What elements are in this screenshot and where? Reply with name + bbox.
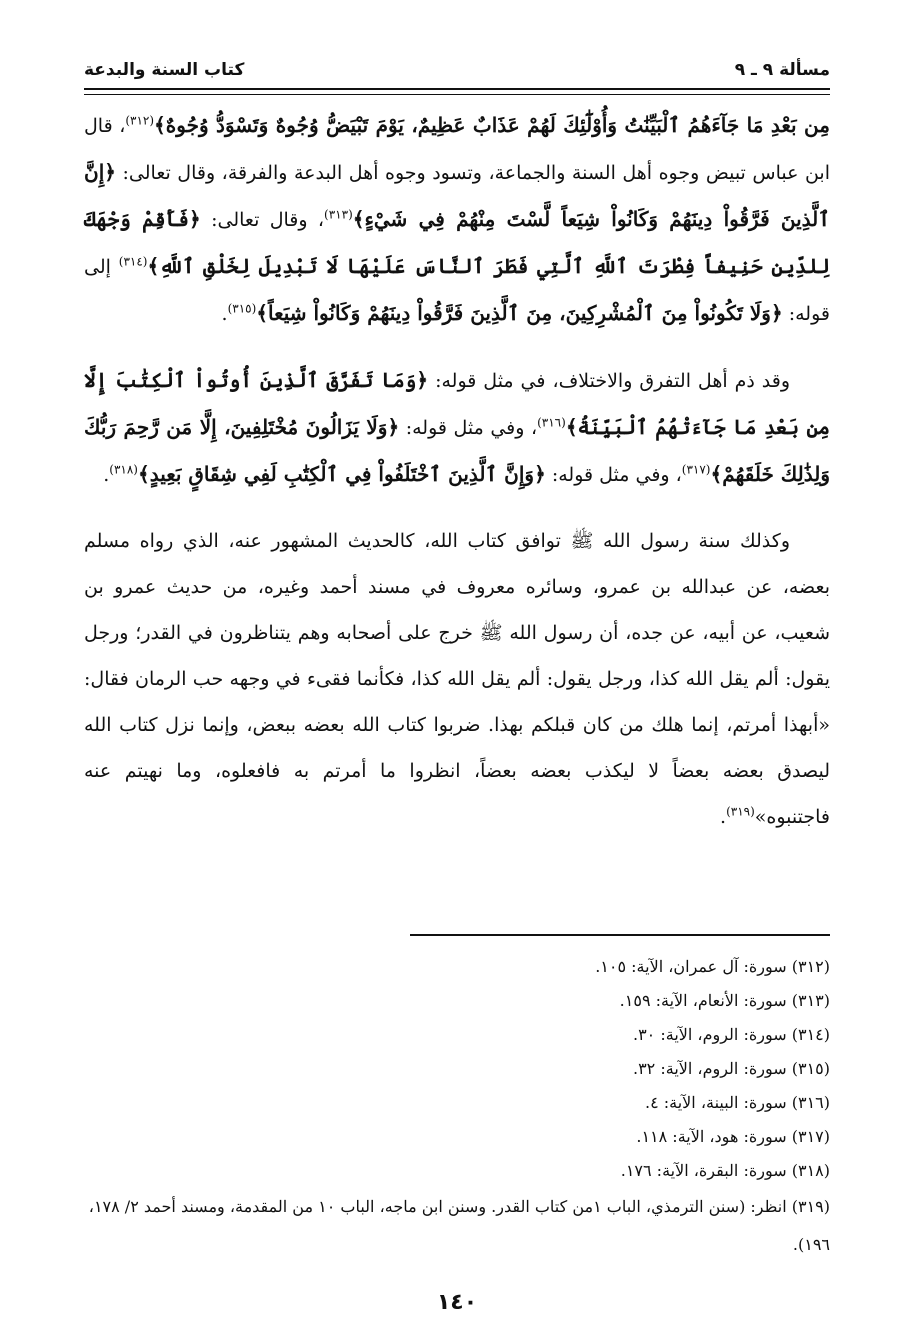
- main-text: [84, 102, 830, 840]
- text-run: .: [221, 303, 228, 325]
- footnote-ref: (٣١٣): [324, 207, 353, 222]
- quran-verse: ﴿وَمَا تَفَرَّقَ ٱلَّذِينَ أُوتُواْ ٱلْكِتَٰبَ إِلَّا مِن بَعْدِ مَا جَآءَتْهُمُ ٱلْبَيِّنَةُ﴾: [84, 368, 830, 439]
- running-header: [84, 60, 830, 90]
- footnote: (٣١٣) سورة: الأنعام، الآية: ١٥٩.: [619, 991, 830, 1010]
- text-run: .: [720, 806, 727, 828]
- footnote-separator: [410, 934, 830, 936]
- section-number: مسألة ٩ ـ ٩: [734, 60, 830, 80]
- quran-verse: ﴿وَإِنَّ ٱلَّذِينَ ٱخْتَلَفُواْ فِي ٱلْكِتَٰبِ لَفِي شِقَاقٍ بَعِيدٍ﴾: [137, 462, 546, 486]
- footnote: (٣١٤) سورة: الروم، الآية: ٣٠.: [632, 1025, 830, 1044]
- text-run: .: [103, 464, 110, 486]
- text-run: ، وقال تعالى:: [200, 209, 325, 231]
- footnote-ref: (٣١٩): [726, 804, 755, 819]
- footnote-ref: (٣١٧): [681, 462, 711, 477]
- text-run: وقد ذم أهل التفرق والاختلاف، في مثل قوله:: [428, 370, 790, 392]
- footnotes: [84, 950, 830, 1264]
- text-run: وكذلك سنة رسول الله ﷺ توافق كتاب الله، كالحديث المشهور عنه، الذي رواه مسلم بعضه، عن عبدالله بن عمرو، وسائره معروف في مسند أحمد وغيره، من حديث عمرو بن شعيب، عن أبيه، عن جده، أن رسول الله ﷺ خرج على أصحابه وهم يتناظرون في القدر؛ ورجل يقول: ألم يقل الله كذا، ورجل يقول: ألم يقل الله كذا، فكأنما فقىء في وجهه حب الرمان فقال: «أبهذا أمرتم، إنما هلك من كان قبلكم بهذا. ضربوا كتاب الله بعضه ببعض، وإنما نزل كتاب الله ليصدق بعضه بعضاً لا ليكذب بعضه بعضاً، انظروا ما أمرتم به فافعلوه، وما نهيتم عنه فاجتنبوه»: [84, 530, 830, 828]
- footnote: (٣١٦) سورة: البينة، الآية: ٤.: [644, 1093, 830, 1112]
- quran-verse: ﴿وَلَا يَزَالُونَ مُخْتَلِفِينَ، إِلَّا مَن رَّحِمَ رَبُّكَ وَلِذَٰلِكَ خَلَقَهُمْ﴾: [84, 415, 830, 486]
- footnote-ref: (٣١٥): [227, 301, 257, 316]
- quran-verse: ﴿وَلَا تَكُونُواْ مِنَ ٱلْمُشْرِكِينَ، مِنَ ٱلَّذِينَ فَرَّقُواْ دِينَهُمْ وَكَانُواْ شِيَعاً﴾: [256, 301, 783, 325]
- text-run: ، قال ابن عباس تبيض وجوه أهل السنة والجماعة، وتسود وجوه أهل البدعة والفرقة، وقال تعالى:: [84, 115, 830, 184]
- quran-verse: ﴿إِنَّ ٱلَّذِينَ فَرَّقُواْ دِينَهُمْ وَكَانُواْ شِيَعاً لَّسْتَ مِنْهُمْ فِي شَيْءٍ﴾: [84, 160, 830, 231]
- footnote: (٣١٥) سورة: الروم، الآية: ٣٢.: [632, 1059, 830, 1078]
- footnote: (٣١٨) سورة: البقرة، الآية: ١٧٦.: [620, 1161, 830, 1180]
- text-run: ، وفي مثل قوله:: [545, 464, 682, 486]
- quran-verse: مِن بَعْدِ مَا جَآءَهُمُ ٱلْبَيِّنَٰتُ وَأُوْلَٰٓئِكَ لَهُمْ عَذَابٌ عَظِيمٌ، يَوْمَ تَبْيَضُّ وُجُوهٌ وَتَسْوَدُّ وُجُوهٌ﴾: [154, 113, 830, 137]
- footnote-ref: (٣١٦): [537, 415, 566, 430]
- footnote-ref: (٣١٤): [118, 254, 148, 269]
- paragraph: [84, 102, 830, 337]
- text-run: ، وفي مثل قوله:: [399, 417, 538, 439]
- text-run: إلى قوله:: [84, 256, 830, 325]
- footnote: (٣١٧) سورة: هود، الآية: ١١٨.: [636, 1127, 830, 1146]
- header-rule-thin: [84, 94, 830, 95]
- quran-verse: ﴿فَأَقِمْ وَجْهَكَ لِلدِّينِ حَنِيفاً فِطْرَتَ ٱللَّهِ ٱلَّتِي فَطَرَ ٱلنَّاسَ عَلَيْهَا لَا تَبْدِيلَ لِخَلْقِ ٱللَّهِ﴾: [84, 207, 830, 278]
- paragraph: [84, 518, 830, 840]
- paragraph: [84, 357, 830, 498]
- footnote: (٣١٩) انظر: (سنن الترمذي، الباب ١من كتاب القدر. وسنن ابن ماجه، الباب ١٠ من المقدمة، ومسند أحمد ٢/ ١٧٨، ١٩٦).: [88, 1197, 830, 1254]
- footnote-ref: (٣١٢): [125, 113, 155, 128]
- page-number: ١٤٠: [436, 1290, 478, 1315]
- header-rule-thick: [84, 88, 830, 90]
- footnote: (٣١٢) سورة: آل عمران، الآية: ١٠٥.: [595, 957, 830, 976]
- footnote-ref: (٣١٨): [109, 462, 138, 477]
- book-title: كتاب السنة والبدعة: [84, 60, 245, 80]
